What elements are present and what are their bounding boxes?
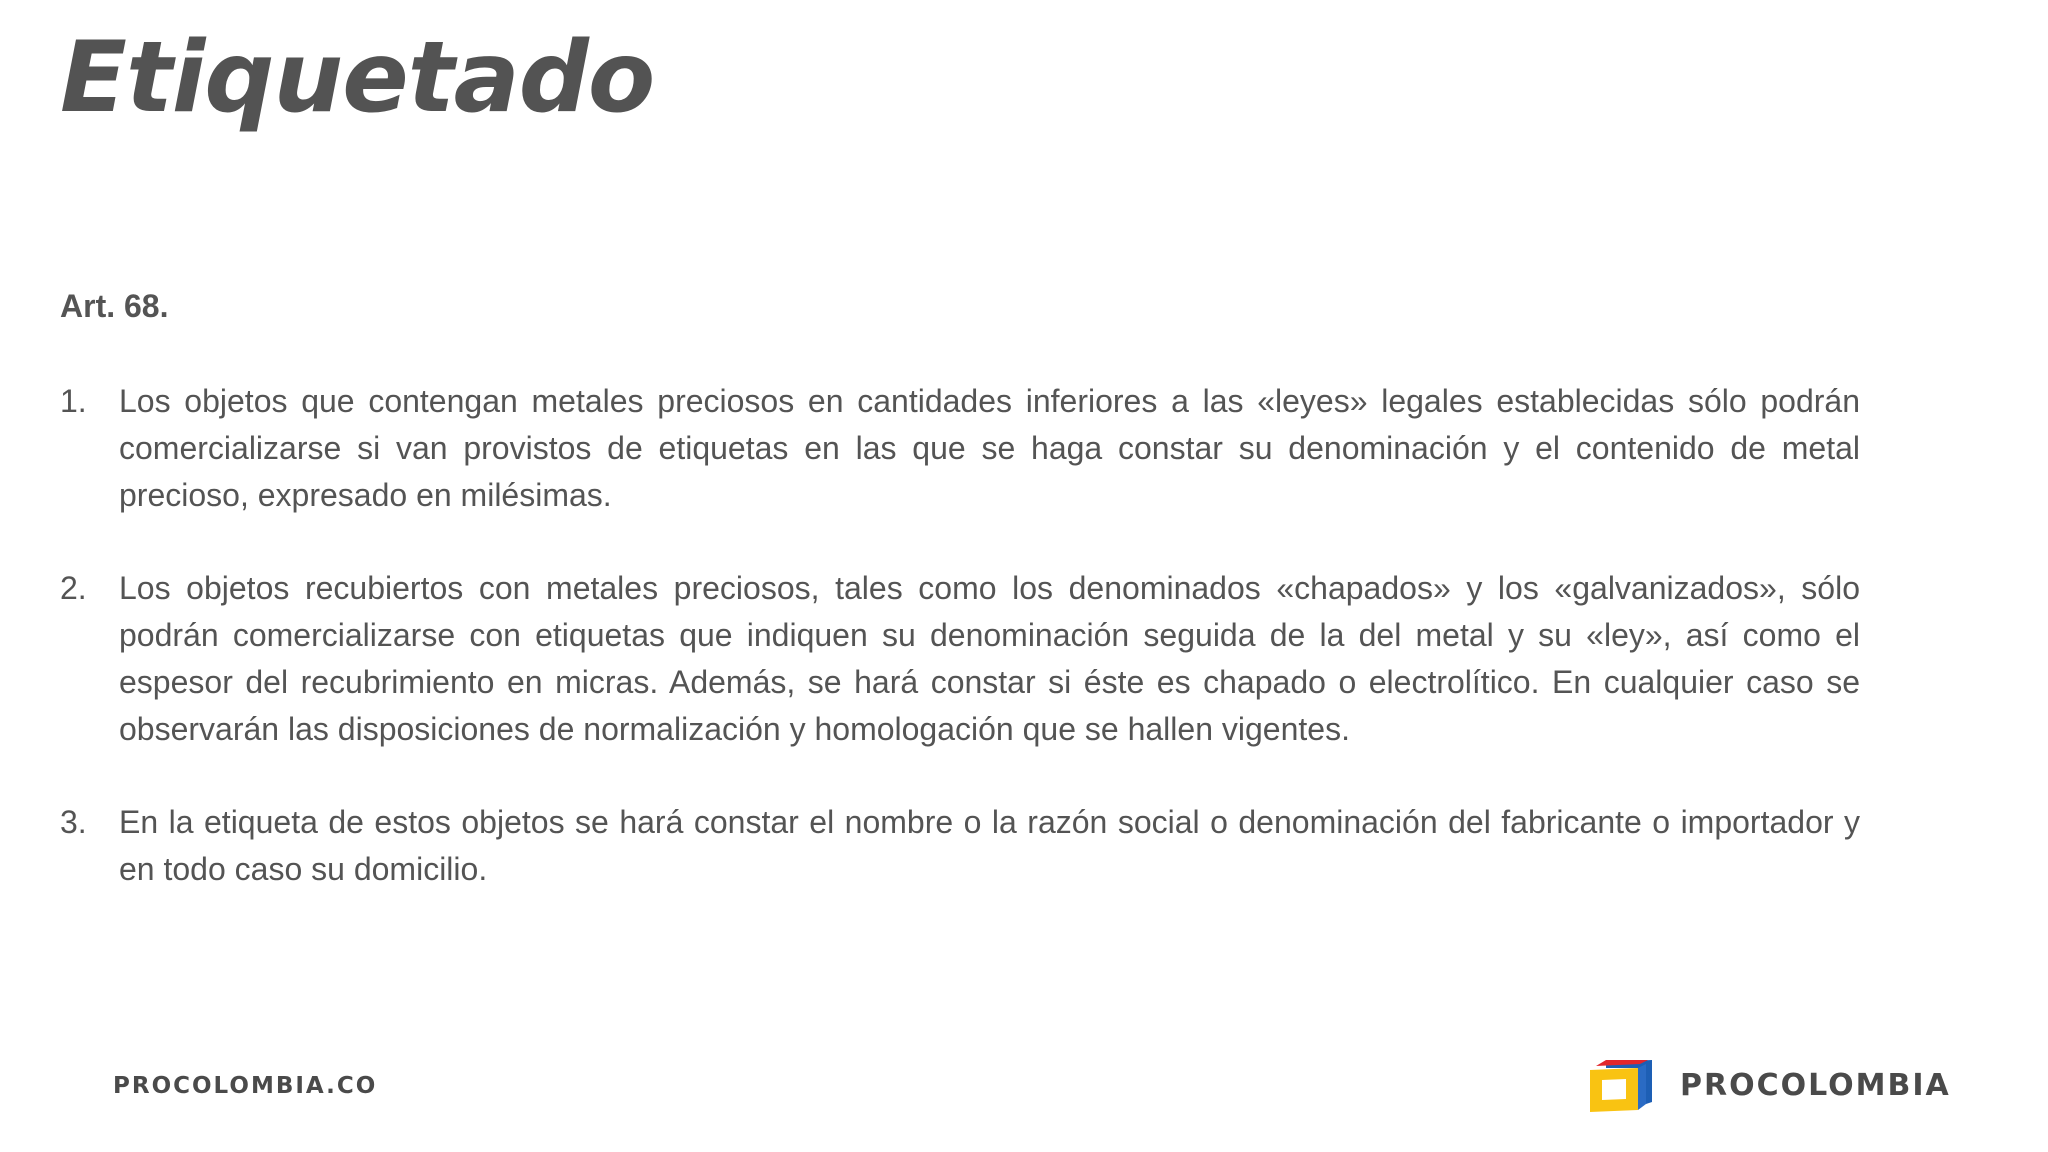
procolombia-logo-icon — [1588, 1058, 1654, 1112]
list-item — [60, 565, 1860, 753]
article-heading: Art. 68. — [60, 288, 169, 324]
article-items-list — [60, 378, 1860, 939]
brand-name: PROCOLOMBIA — [1680, 1067, 1951, 1103]
footer-website: PROCOLOMBIA.CO — [113, 1073, 378, 1099]
slide-title: Etiquetado — [60, 21, 655, 135]
list-item-number: 1. — [60, 383, 87, 419]
list-item-number: 2. — [60, 570, 87, 606]
list-item-text: Los objetos que contengan metales preciosos en cantidades inferiores a las «leyes» legales establecidas sólo podrán comercializarse si van provistos de etiquetas en las que se haga constar su denominación y el contenido de metal precioso, expresado en milésimas. — [119, 383, 1860, 513]
list-item-number: 3. — [60, 804, 87, 840]
list-item — [60, 378, 1860, 519]
list-item-text: En la etiqueta de estos objetos se hará constar el nombre o la razón social o denominación del fabricante o importador y en todo caso su domicilio. — [119, 804, 1860, 887]
list-item-text: Los objetos recubiertos con metales preciosos, tales como los denominados «chapados» y los «galvanizados», sólo podrán comercializarse con etiquetas que indiquen su denominación seguida de la del metal y su «ley», así como el espesor del recubrimiento en micras. Además, se hará constar si éste es chapado o electrolítico. En cualquier caso se observarán las disposiciones de normalización y homologación que se hallen vigentes. — [119, 570, 1860, 747]
list-item — [60, 799, 1860, 893]
brand-logo — [1588, 1058, 1951, 1112]
